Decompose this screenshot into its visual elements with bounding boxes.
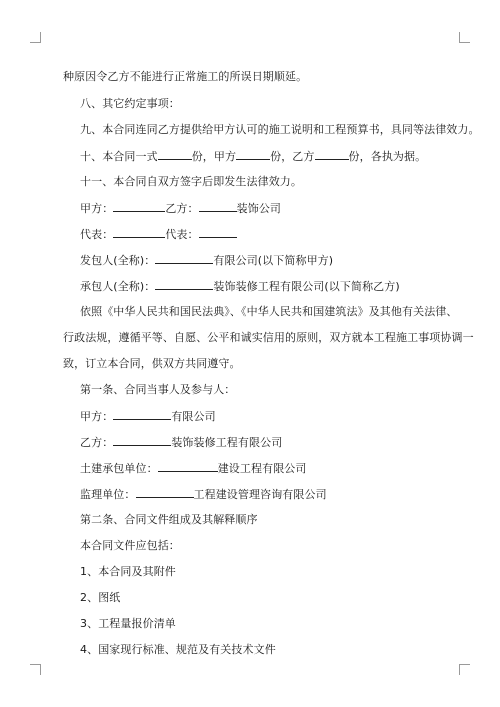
party-b-name-blank[interactable]: [113, 435, 171, 446]
signature-party-line: [80, 201, 443, 216]
contractor-name-blank[interactable]: [155, 279, 213, 290]
signature-representative-line: [80, 227, 443, 242]
document-item-4: 4、国家现行标准、规范及有关技术文件: [80, 643, 276, 656]
contractor-line: [80, 279, 443, 294]
party-b-label: 乙方：: [165, 202, 199, 215]
article-1-party-b: [80, 435, 443, 450]
document-item-3: 3、工程量报价清单: [80, 617, 176, 630]
civil-contractor-suffix: 建设工程有限公司: [217, 462, 307, 475]
clause-10-part-3: 份，乙方: [270, 150, 315, 163]
article-1-civil-contractor: [80, 461, 443, 476]
copies-party-b-blank[interactable]: [315, 149, 349, 160]
clause-11: 十一、本合同自双方签字后即发生法律效力。: [80, 175, 302, 188]
supervisor-suffix: 工程建设管理咨询有限公司: [193, 488, 327, 501]
clause-10-part-4: 份，各执为据。: [348, 150, 427, 163]
party-b-signature-blank[interactable]: [199, 201, 237, 212]
copies-total-blank[interactable]: [158, 149, 192, 160]
representative-b-label: 代表：: [165, 228, 199, 241]
page-corner-mark-top-left: [30, 32, 41, 43]
party-b-suffix: 装饰装修工程有限公司: [171, 436, 283, 449]
employer-label: 发包人(全称)：: [80, 254, 156, 267]
civil-contractor-blank[interactable]: [158, 461, 218, 472]
representative-a-label: 代表：: [80, 228, 114, 241]
article-1-supervisor: [80, 487, 443, 502]
preamble-line-2: 行政法规，遵循平等、自愿、公平和诚实信用的原则，双方就本工程施工事项协调一: [63, 331, 474, 344]
representative-a-blank[interactable]: [113, 227, 165, 238]
party-a-suffix: 有限公司: [171, 410, 216, 423]
clause-9: 九、本合同连同乙方提供给甲方认可的施工说明和工程预算书，具同等法律效力。: [80, 123, 480, 136]
paragraph-continuation: 种原因令乙方不能进行正常施工的所误日期顺延。: [63, 70, 308, 83]
page-corner-mark-top-right: [459, 32, 470, 43]
contractor-label: 承包人(全称)：: [80, 280, 156, 293]
clause-10: [80, 149, 443, 164]
party-a-name-blank[interactable]: [113, 409, 171, 420]
document-item-2: 2、图纸: [80, 591, 121, 604]
supervisor-blank[interactable]: [136, 487, 194, 498]
party-a-signature-blank[interactable]: [113, 201, 165, 212]
copies-party-a-blank[interactable]: [236, 149, 270, 160]
party-b-company-suffix: 装饰公司: [236, 202, 282, 215]
employer-suffix: 有限公司(以下简称甲方): [213, 254, 334, 267]
article-1-heading: 第一条、合同当事人及参与人：: [80, 383, 236, 396]
supervisor-label: 监理单位：: [80, 488, 136, 501]
preamble-line-1: 依照《中华人民共和国民法典》、《中华人民共和国建筑法》及其他有关法律、: [80, 305, 458, 318]
clause-10-part-2: 份，甲方: [191, 150, 237, 163]
party-a-label: 甲方：: [80, 410, 114, 423]
page-corner-mark-bottom-left: [30, 664, 41, 675]
preamble-line-3: 致，订立本合同，供双方共同遵守。: [63, 357, 241, 370]
party-a-label: 甲方：: [80, 202, 114, 215]
clause-8-heading: 八、其它约定事项：: [80, 97, 180, 110]
article-1-party-a: [80, 409, 443, 424]
document-item-1: 1、本合同及其附件: [80, 565, 176, 578]
clause-10-part-1: 十、本合同一式: [80, 150, 158, 163]
article-2-heading: 第二条、合同文件组成及其解释顺序: [80, 513, 258, 526]
contractor-suffix: 装饰装修工程有限公司(以下简称乙方): [213, 280, 400, 293]
party-b-label: 乙方：: [80, 436, 114, 449]
page-corner-mark-bottom-right: [459, 664, 470, 675]
civil-contractor-label: 土建承包单位：: [80, 462, 158, 475]
employer-name-blank[interactable]: [155, 253, 213, 264]
article-2-intro: 本合同文件应包括：: [80, 539, 180, 552]
representative-b-blank[interactable]: [199, 227, 237, 238]
employer-line: [80, 253, 443, 268]
